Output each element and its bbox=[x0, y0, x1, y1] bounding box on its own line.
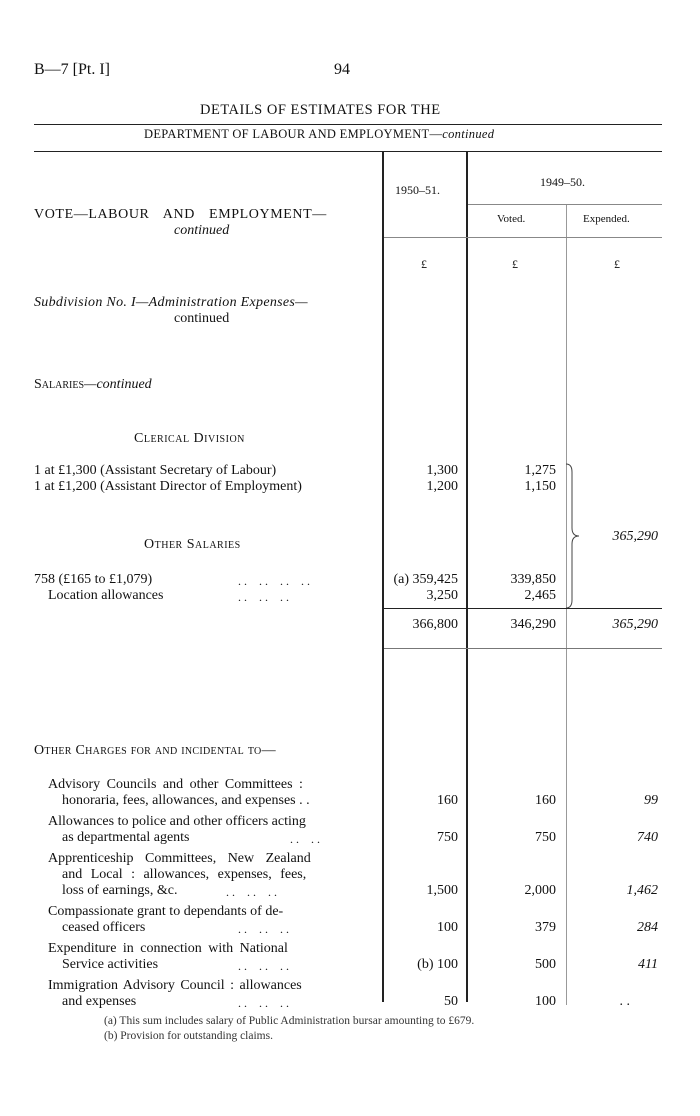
charge-2-line-1: Allowances to police and other officers acting bbox=[48, 814, 306, 829]
other-salaries-heading: Other Salaries bbox=[144, 537, 241, 552]
column-header-expended: Expended. bbox=[583, 213, 630, 225]
charge-3-line-1: Apprenticeship Committees, New Zealand bbox=[48, 851, 311, 866]
charge-3-line-2: and Local : allowances, expenses, fees, bbox=[62, 867, 307, 882]
charge-1-line-2: honoraria, fees, allowances, and expenses . . bbox=[62, 793, 310, 808]
other-row-1-1950-51: (a) 359,425 bbox=[393, 572, 458, 587]
charge-6-line-2: and expenses bbox=[62, 994, 137, 1009]
charge-5-voted: 500 bbox=[535, 957, 556, 972]
rule-salaries-total-bottom bbox=[384, 648, 662, 649]
charge-3-expended: 1,462 bbox=[626, 883, 658, 898]
other-row-1-dots: . . . . . . . . bbox=[238, 574, 310, 588]
page-reference: B—7 [Pt. I] bbox=[34, 61, 110, 78]
other-row-2-voted: 2,465 bbox=[524, 588, 556, 603]
salaries-total-expended: 365,290 bbox=[612, 617, 658, 632]
rule-column-headers bbox=[384, 237, 662, 238]
clerical-row-1-voted: 1,275 bbox=[524, 463, 556, 478]
clerical-row-2-voted: 1,150 bbox=[524, 479, 556, 494]
subdivision-title: Subdivision No. I—Administration Expenses— bbox=[34, 295, 308, 310]
salaries-heading: Salaries—continued bbox=[34, 377, 152, 392]
charge-1-expended: 99 bbox=[644, 793, 658, 808]
clerical-row-2-label: 1 at £1,200 (Assistant Director of Employment) bbox=[34, 479, 302, 494]
charge-6-voted: 100 bbox=[535, 994, 556, 1009]
column-header-1950-51: 1950–51. bbox=[395, 183, 440, 197]
charge-6-line-1: Immigration Advisory Council : allowances bbox=[48, 978, 302, 993]
charge-5-line-1: Expenditure in connection with National bbox=[48, 941, 288, 956]
salaries-total-1950-51: 366,800 bbox=[412, 617, 458, 632]
column-rule-2 bbox=[466, 152, 468, 1002]
charge-1-voted: 160 bbox=[535, 793, 556, 808]
charge-5-expended: 411 bbox=[638, 957, 658, 972]
pound-sign-1950-51: £ bbox=[421, 257, 427, 271]
salaries-total-voted: 346,290 bbox=[510, 617, 556, 632]
rule-top bbox=[34, 124, 662, 125]
charge-4-dots: . . . . . . bbox=[238, 922, 289, 936]
footnote-a: (a) This sum includes salary of Public Administration bursar amounting to £679. bbox=[104, 1015, 475, 1027]
subdivision-continued: continued bbox=[174, 311, 230, 326]
vote-title-continued: continued bbox=[174, 223, 230, 238]
other-row-1-label: 758 (£165 to £1,079) bbox=[34, 572, 153, 587]
charge-3-dots: . . . . . . bbox=[226, 885, 277, 899]
other-charges-heading: Other Charges for and incidental to— bbox=[34, 743, 276, 758]
vote-title: VOTE—LABOUR AND EMPLOYMENT— bbox=[34, 207, 327, 222]
charge-3-1950-51: 1,500 bbox=[426, 883, 458, 898]
clerical-row-2-1950-51: 1,200 bbox=[426, 479, 458, 494]
document-title: DETAILS OF ESTIMATES FOR THE bbox=[200, 102, 441, 118]
charge-6-expended: . . bbox=[619, 994, 630, 1009]
charge-4-line-2: ceased officers bbox=[62, 920, 146, 935]
charge-4-expended: 284 bbox=[637, 920, 658, 935]
charge-3-voted: 2,000 bbox=[524, 883, 556, 898]
charge-5-dots: . . . . . . bbox=[238, 959, 289, 973]
clerical-division-heading: Clerical Division bbox=[134, 431, 245, 446]
charge-2-dots: . . . . bbox=[290, 832, 320, 846]
column-rule-1 bbox=[382, 152, 384, 672]
charge-3-line-3: loss of earnings, &c. bbox=[62, 883, 178, 898]
charge-5-line-2: Service activities bbox=[62, 957, 159, 972]
footnote-b: (b) Provision for outstanding claims. bbox=[104, 1030, 273, 1042]
rule-salaries-total-top bbox=[384, 608, 662, 609]
pound-sign-expended: £ bbox=[614, 257, 620, 271]
rule-header-bottom bbox=[34, 151, 662, 152]
clerical-row-1-1950-51: 1,300 bbox=[426, 463, 458, 478]
charge-2-expended: 740 bbox=[637, 830, 658, 845]
page-number: 94 bbox=[334, 61, 350, 78]
charge-6-1950-51: 50 bbox=[444, 994, 458, 1009]
other-row-2-1950-51: 3,250 bbox=[426, 588, 458, 603]
charge-2-voted: 750 bbox=[535, 830, 556, 845]
column-rule-1b bbox=[382, 672, 384, 1002]
pound-sign-voted: £ bbox=[512, 257, 518, 271]
charge-5-1950-51: (b) 100 bbox=[417, 957, 458, 972]
charge-6-dots: . . . . . . bbox=[238, 996, 289, 1010]
other-row-2-label: Location allowances bbox=[48, 588, 164, 603]
column-header-1949-50: 1949–50. bbox=[540, 175, 585, 189]
charge-4-voted: 379 bbox=[535, 920, 556, 935]
rule-group-header bbox=[468, 204, 662, 205]
other-row-1-voted: 339,850 bbox=[510, 572, 556, 587]
charge-1-line-1: Advisory Councils and other Committees : bbox=[48, 777, 303, 792]
charge-1-1950-51: 160 bbox=[437, 793, 458, 808]
charge-4-line-1: Compassionate grant to dependants of de- bbox=[48, 904, 284, 919]
expended-salaries-bracket-value: 365,290 bbox=[612, 529, 658, 544]
column-header-voted: Voted. bbox=[497, 213, 526, 225]
charge-2-1950-51: 750 bbox=[437, 830, 458, 845]
charge-4-1950-51: 100 bbox=[437, 920, 458, 935]
charge-2-line-2: as departmental agents bbox=[62, 830, 190, 845]
expended-brace bbox=[562, 462, 582, 610]
other-row-2-dots: . . . . . . bbox=[238, 590, 289, 604]
clerical-row-1-label: 1 at £1,300 (Assistant Secretary of Labour) bbox=[34, 463, 277, 478]
department-subtitle: DEPARTMENT OF LABOUR AND EMPLOYMENT—continued bbox=[144, 127, 495, 141]
